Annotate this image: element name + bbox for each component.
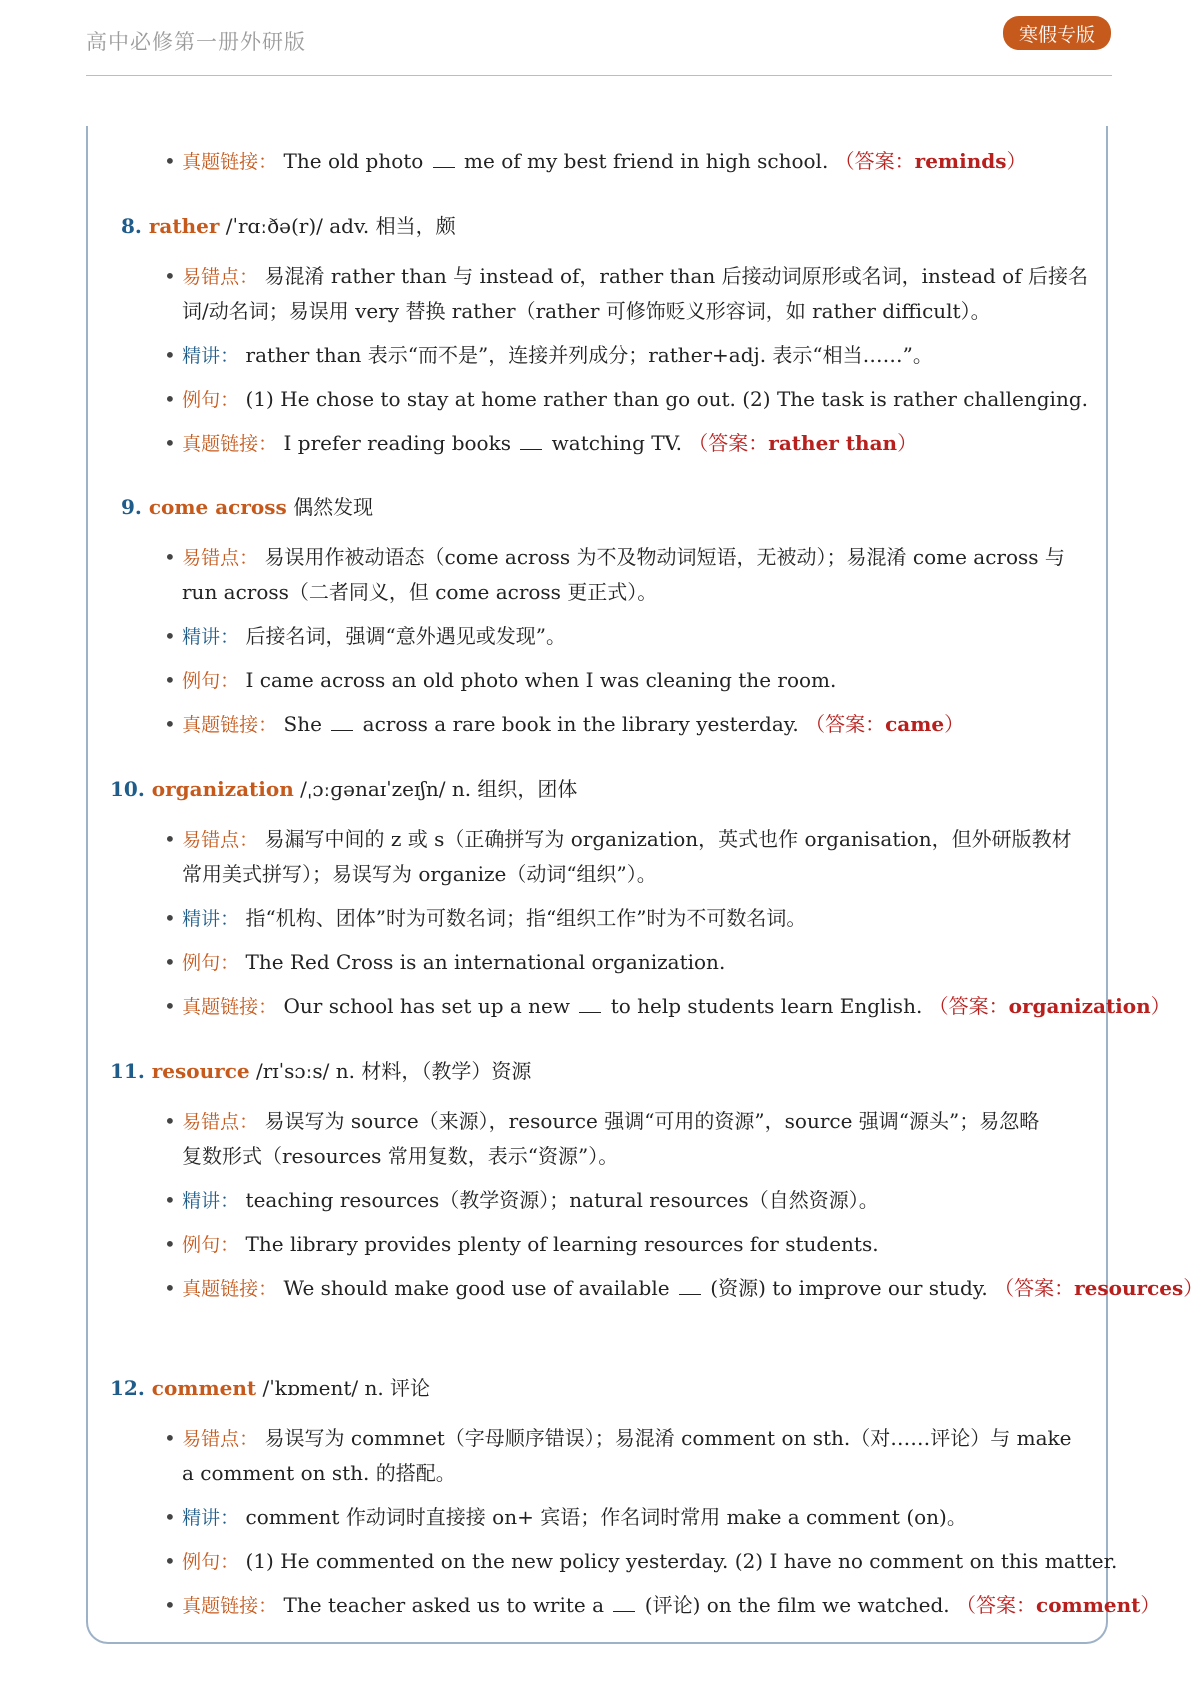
exam-link (164, 707, 964, 742)
bullet-dot: • (164, 1505, 183, 1529)
bullet-dot: • (164, 1276, 183, 1300)
error-point (164, 259, 1088, 294)
bullet-dot: • (164, 1426, 183, 1450)
answer-key (956, 1593, 1160, 1617)
bullet-dot: • (164, 431, 183, 455)
explanation-label: 精讲： (182, 908, 240, 930)
explanation-label: 精讲： (182, 1190, 240, 1212)
bullet-dot: • (164, 668, 183, 692)
explanation (164, 1183, 879, 1218)
bullet-dot: • (164, 950, 183, 974)
exam-link (164, 1271, 1203, 1306)
example-text: (1) He chose to stay at home rather than go out. (2) The task is rather challenging. (239, 387, 1088, 411)
answer-suffix: ） (1006, 149, 1027, 173)
exam-sentence-start: We should make good use of available (277, 1276, 676, 1300)
exam-sentence-start: I prefer reading books (277, 431, 518, 455)
error-text-continued: 复数形式（resources 常用复数，表示“资源”）。 (182, 1144, 619, 1168)
explanation (164, 619, 566, 654)
error-point (164, 822, 1072, 857)
example-sentence-label: 例句： (182, 952, 240, 974)
bullet-dot: • (164, 906, 183, 930)
exam-sentence-end: across a rare book in the library yesterday. (356, 712, 806, 736)
bullet-dot: • (164, 1232, 183, 1256)
explanation-text: 后接名词，强调“意外遇见或发现”。 (239, 624, 566, 648)
entry-heading (110, 772, 577, 806)
headword-definition: /ˈkɒment/ n. 评论 (256, 1376, 431, 1400)
header-title: 高中必修第一册外研版 (86, 30, 306, 54)
header-divider (86, 75, 1112, 76)
error-text: 易误写为 commnet（字母顺序错误）；易混淆 comment on sth.（对……评论）与 make (258, 1426, 1072, 1450)
answer-prefix: （答案： (956, 1593, 1037, 1617)
entry-heading (121, 209, 456, 243)
headword-definition: /ˈrɑːðə(r)/ adv. 相当，颇 (219, 214, 456, 238)
bullet-dot: • (164, 1188, 183, 1212)
answer-prefix: （答案： (994, 1276, 1075, 1300)
entry-number: 10. (110, 777, 152, 801)
edition-badge: 寒假专版 (1003, 16, 1111, 50)
headword-definition: 偶然发现 (286, 495, 374, 519)
headword: come across (148, 495, 287, 519)
exam-sentence-start: The teacher asked us to write a (277, 1593, 611, 1617)
bullet-dot: • (164, 994, 183, 1018)
example-sentence-label: 例句： (182, 1551, 240, 1573)
exam-link (164, 426, 917, 461)
answer-suffix: ） (944, 712, 965, 736)
error-point (164, 1104, 1039, 1139)
answer-blank (679, 1276, 701, 1295)
answer-suffix: ） (897, 431, 918, 455)
entry-number: 9. (121, 495, 149, 519)
answer-suffix: ） (1140, 1593, 1161, 1617)
answer-value: resources (1074, 1276, 1184, 1300)
bullet-dot: • (164, 264, 183, 288)
example-sentence (164, 382, 1088, 417)
exam-sentence-start: The old photo (277, 149, 430, 173)
headword: rather (148, 214, 220, 238)
exam-link (164, 989, 1171, 1024)
explanation-text: rather than 表示“而不是”，连接并列成分；rather+adj. 表示“相当……”。 (239, 343, 933, 367)
example-sentence-label: 例句： (182, 670, 240, 692)
error-point-label: 易错点： (182, 1111, 259, 1133)
exam-link (164, 144, 1026, 179)
answer-blank (613, 1593, 635, 1612)
error-text-continued: 词/动名词；易误用 very 替换 rather（rather 可修饰贬义形容词，如 rather difficult）。 (182, 299, 991, 323)
example-text: The Red Cross is an international organization. (239, 950, 726, 974)
answer-prefix: （答案： (928, 994, 1009, 1018)
bullet-dot: • (164, 343, 183, 367)
entry-number: 8. (121, 214, 149, 238)
explanation (164, 338, 933, 373)
exam-link-label: 真题链接： (182, 1278, 278, 1300)
exam-link-label: 真题链接： (182, 1595, 278, 1617)
exam-sentence-start: She (277, 712, 329, 736)
error-text: 易漏写中间的 z 或 s（正确拼写为 organization，英式也作 organisation，但外研版教材 (258, 827, 1072, 851)
exam-sentence-end: (资源) to improve our study. (703, 1276, 995, 1300)
headword-definition: /rɪˈsɔːs/ n. 材料，（教学）资源 (249, 1059, 532, 1083)
answer-suffix: ） (1183, 1276, 1203, 1300)
answer-key (688, 431, 917, 455)
answer-value: reminds (914, 149, 1007, 173)
example-sentence (164, 663, 836, 698)
answer-value: rather than (768, 431, 898, 455)
exam-sentence-end: watching TV. (545, 431, 689, 455)
explanation (164, 1500, 967, 1535)
exam-sentence-end: me of my best friend in high school. (457, 149, 835, 173)
example-sentence-label: 例句： (182, 1234, 240, 1256)
explanation-text: comment 作动词时直接接 on+ 宾语；作名词时常用 make a comment (on)。 (239, 1505, 967, 1529)
explanation-label: 精讲： (182, 1507, 240, 1529)
explanation (164, 901, 806, 936)
example-sentence-label: 例句： (182, 389, 240, 411)
headword: organization (151, 777, 294, 801)
bullet-dot: • (164, 1549, 183, 1573)
explanation-label: 精讲： (182, 345, 240, 367)
answer-value: comment (1036, 1593, 1141, 1617)
exam-link-label: 真题链接： (182, 996, 278, 1018)
entry-number: 12. (110, 1376, 152, 1400)
exam-link-label: 真题链接： (182, 151, 278, 173)
exam-link-label: 真题链接： (182, 433, 278, 455)
entry-number: 11. (110, 1059, 152, 1083)
answer-prefix: （答案： (834, 149, 915, 173)
bullet-dot: • (164, 387, 183, 411)
error-text-continued: 常用美式拼写）；易误写为 organize（动词“组织”）。 (182, 862, 657, 886)
answer-prefix: （答案： (805, 712, 886, 736)
answer-key (994, 1276, 1203, 1300)
bullet-dot: • (164, 712, 183, 736)
answer-blank (520, 431, 542, 450)
error-point-label: 易错点： (182, 829, 259, 851)
error-point-label: 易错点： (182, 547, 259, 569)
error-text: 易混淆 rather than 与 instead of，rather than 后接动词原形或名词，instead of 后接名 (258, 264, 1088, 288)
answer-prefix: （答案： (688, 431, 769, 455)
example-text: I came across an old photo when I was cleaning the room. (239, 668, 837, 692)
example-sentence (164, 1227, 879, 1262)
answer-key (805, 712, 964, 736)
entry-heading (110, 1371, 430, 1405)
exam-sentence-end: (评论) on the film we watched. (638, 1593, 957, 1617)
answer-key (835, 149, 1027, 173)
answer-blank (331, 712, 353, 731)
exam-link-label: 真题链接： (182, 714, 278, 736)
error-point (164, 540, 1065, 575)
headword-definition: /ˌɔːɡənaɪˈzeɪʃn/ n. 组织，团体 (293, 777, 578, 801)
explanation-label: 精讲： (182, 626, 240, 648)
answer-key (929, 994, 1171, 1018)
error-point-label: 易错点： (182, 1428, 259, 1450)
bullet-dot: • (164, 545, 183, 569)
answer-suffix: ） (1150, 994, 1171, 1018)
exam-sentence-start: Our school has set up a new (277, 994, 577, 1018)
error-point-label: 易错点： (182, 266, 259, 288)
headword: resource (151, 1059, 250, 1083)
entry-heading (110, 1054, 531, 1088)
bullet-dot: • (164, 1109, 183, 1133)
error-text: 易误用作被动语态（come across 为不及物动词短语，无被动）；易混淆 come across 与 (258, 545, 1065, 569)
example-text: The library provides plenty of learning resources for students. (239, 1232, 879, 1256)
bullet-dot: • (164, 1593, 183, 1617)
entry-heading (121, 490, 373, 524)
explanation-text: 指“机构、团体”时为可数名词；指“组织工作”时为不可数名词。 (239, 906, 807, 930)
bullet-dot: • (164, 149, 183, 173)
bullet-dot: • (164, 624, 183, 648)
answer-blank (433, 149, 455, 168)
example-sentence (164, 1544, 1117, 1579)
error-point (164, 1421, 1071, 1456)
answer-blank (579, 994, 601, 1013)
answer-value: came (885, 712, 945, 736)
explanation-text: teaching resources（教学资源）；natural resources（自然资源）。 (239, 1188, 879, 1212)
exam-link (164, 1588, 1160, 1623)
error-text: 易误写为 source（来源），resource 强调“可用的资源”，source 强调“源头”；易忽略 (258, 1109, 1040, 1133)
headword: comment (151, 1376, 257, 1400)
bullet-dot: • (164, 827, 183, 851)
error-text-continued: run across（二者同义，但 come across 更正式）。 (182, 580, 658, 604)
error-text-continued: a comment on sth. 的搭配。 (182, 1461, 456, 1485)
answer-value: organization (1008, 994, 1151, 1018)
exam-sentence-end: to help students learn English. (604, 994, 929, 1018)
example-text: (1) He commented on the new policy yesterday. (2) I have no comment on this matter. (239, 1549, 1118, 1573)
example-sentence (164, 945, 725, 980)
